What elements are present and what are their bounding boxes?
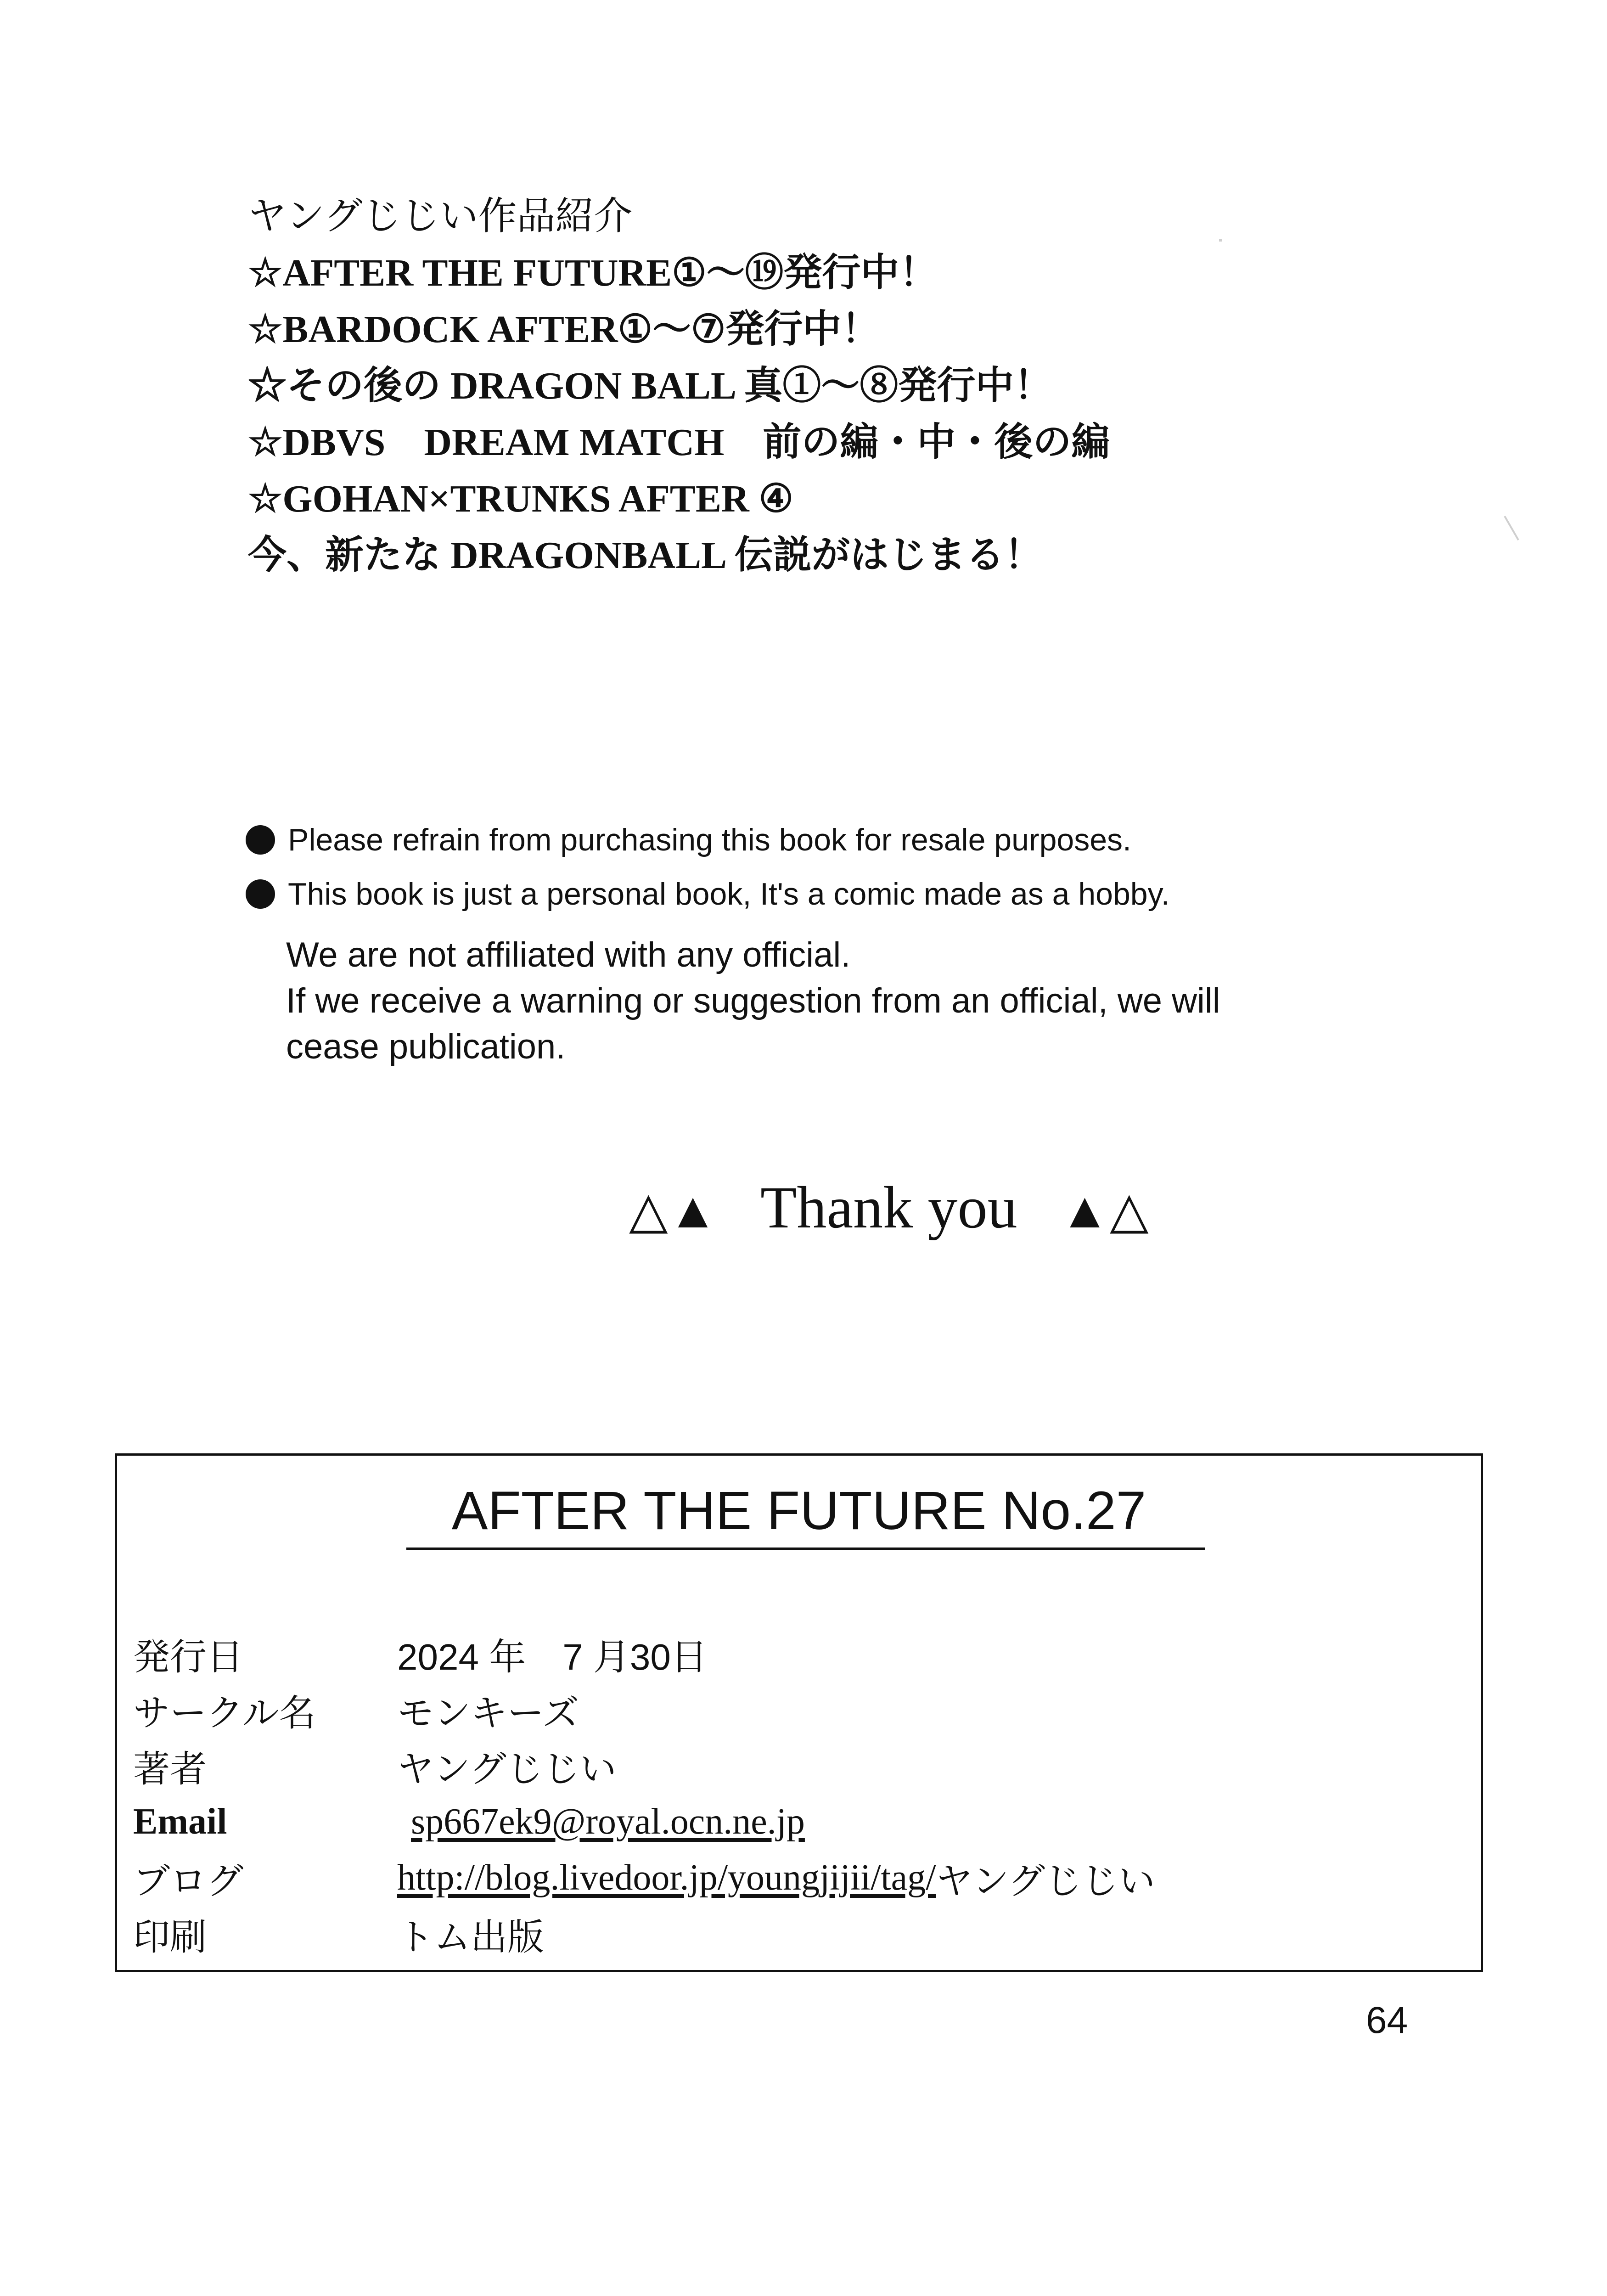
- notice-text: Please refrain from purchasing this book for resale purposes.: [288, 822, 1131, 857]
- row-label: Email: [133, 1801, 227, 1842]
- row-label: 著者: [133, 1749, 207, 1790]
- blog-link[interactable]: http://blog.livedoor.jp/youngjijii/tag/: [397, 1857, 936, 1898]
- works-item: ☆その後の DRAGON BALL 真①～⑧発行中！: [248, 365, 1053, 407]
- row-value: ヤングじじい: [397, 1749, 617, 1790]
- row-value: トム出版: [397, 1917, 544, 1958]
- colophon-row-author: [133, 1738, 1465, 1794]
- row-label: 発行日: [133, 1636, 243, 1677]
- row-label: サークル名: [133, 1693, 316, 1734]
- triangle-icon-left: △▲: [629, 1182, 718, 1238]
- works-heading: ヤングじじい作品紹介: [248, 195, 633, 238]
- notice-text: This book is just a personal book, It's a comic made as a hobby.: [288, 877, 1170, 912]
- works-list: [248, 188, 1442, 584]
- notices: [246, 813, 1393, 1070]
- works-tagline: 今、新たな DRAGONBALL 伝説がはじまる！: [248, 534, 1043, 577]
- notice-bullet: [246, 867, 1393, 921]
- colophon-title: AFTER THE FUTURE No.27: [451, 1480, 1146, 1541]
- colophon-row-issue-date: [133, 1626, 1465, 1682]
- thank-you-text: Thank you: [760, 1175, 1017, 1241]
- triangle-icon-right: ▲△: [1060, 1182, 1149, 1238]
- row-value: モンキーズ: [397, 1693, 579, 1734]
- disclaimer-line: We are not affiliated with any official.: [286, 935, 851, 974]
- page-number: 64: [1366, 1999, 1408, 2041]
- works-item: ☆DBVS DREAM MATCH 前の編・中・後の編: [248, 421, 1110, 464]
- colophon-row-printer: [133, 1906, 1465, 1962]
- notice-bullet: [246, 813, 1393, 867]
- row-value: 2024 年 7 月30日: [397, 1636, 708, 1677]
- blog-link-suffix: ヤングじじい: [936, 1861, 1155, 1902]
- notice-disclaimer: [246, 932, 1393, 1070]
- colophon-row-blog: [133, 1850, 1465, 1906]
- bullet-dot-icon: [246, 825, 275, 855]
- title-underline: [406, 1548, 1205, 1550]
- email-link[interactable]: sp667ek9@royal.ocn.ne.jp: [411, 1801, 805, 1842]
- colophon-row-circle: [133, 1682, 1465, 1738]
- colophon-rows: [133, 1626, 1465, 1962]
- row-label: ブログ: [133, 1861, 243, 1902]
- works-item: ☆AFTER THE FUTURE①～⑲発行中！: [248, 252, 938, 294]
- colophon-row-email: [133, 1794, 1465, 1850]
- thank-you-banner: [629, 1166, 1149, 1252]
- works-item: ☆GOHAN×TRUNKS AFTER ④: [248, 478, 793, 520]
- colophon-box: [115, 1453, 1483, 1972]
- bullet-dot-icon: [246, 879, 275, 909]
- works-item: ☆BARDOCK AFTER①～⑦発行中！: [248, 308, 880, 351]
- disclaimer-line: If we receive a warning or suggestion from an official, we will: [286, 981, 1220, 1020]
- disclaimer-line: cease publication.: [286, 1027, 566, 1066]
- row-label: 印刷: [133, 1917, 207, 1958]
- scan-mark: [1504, 516, 1519, 540]
